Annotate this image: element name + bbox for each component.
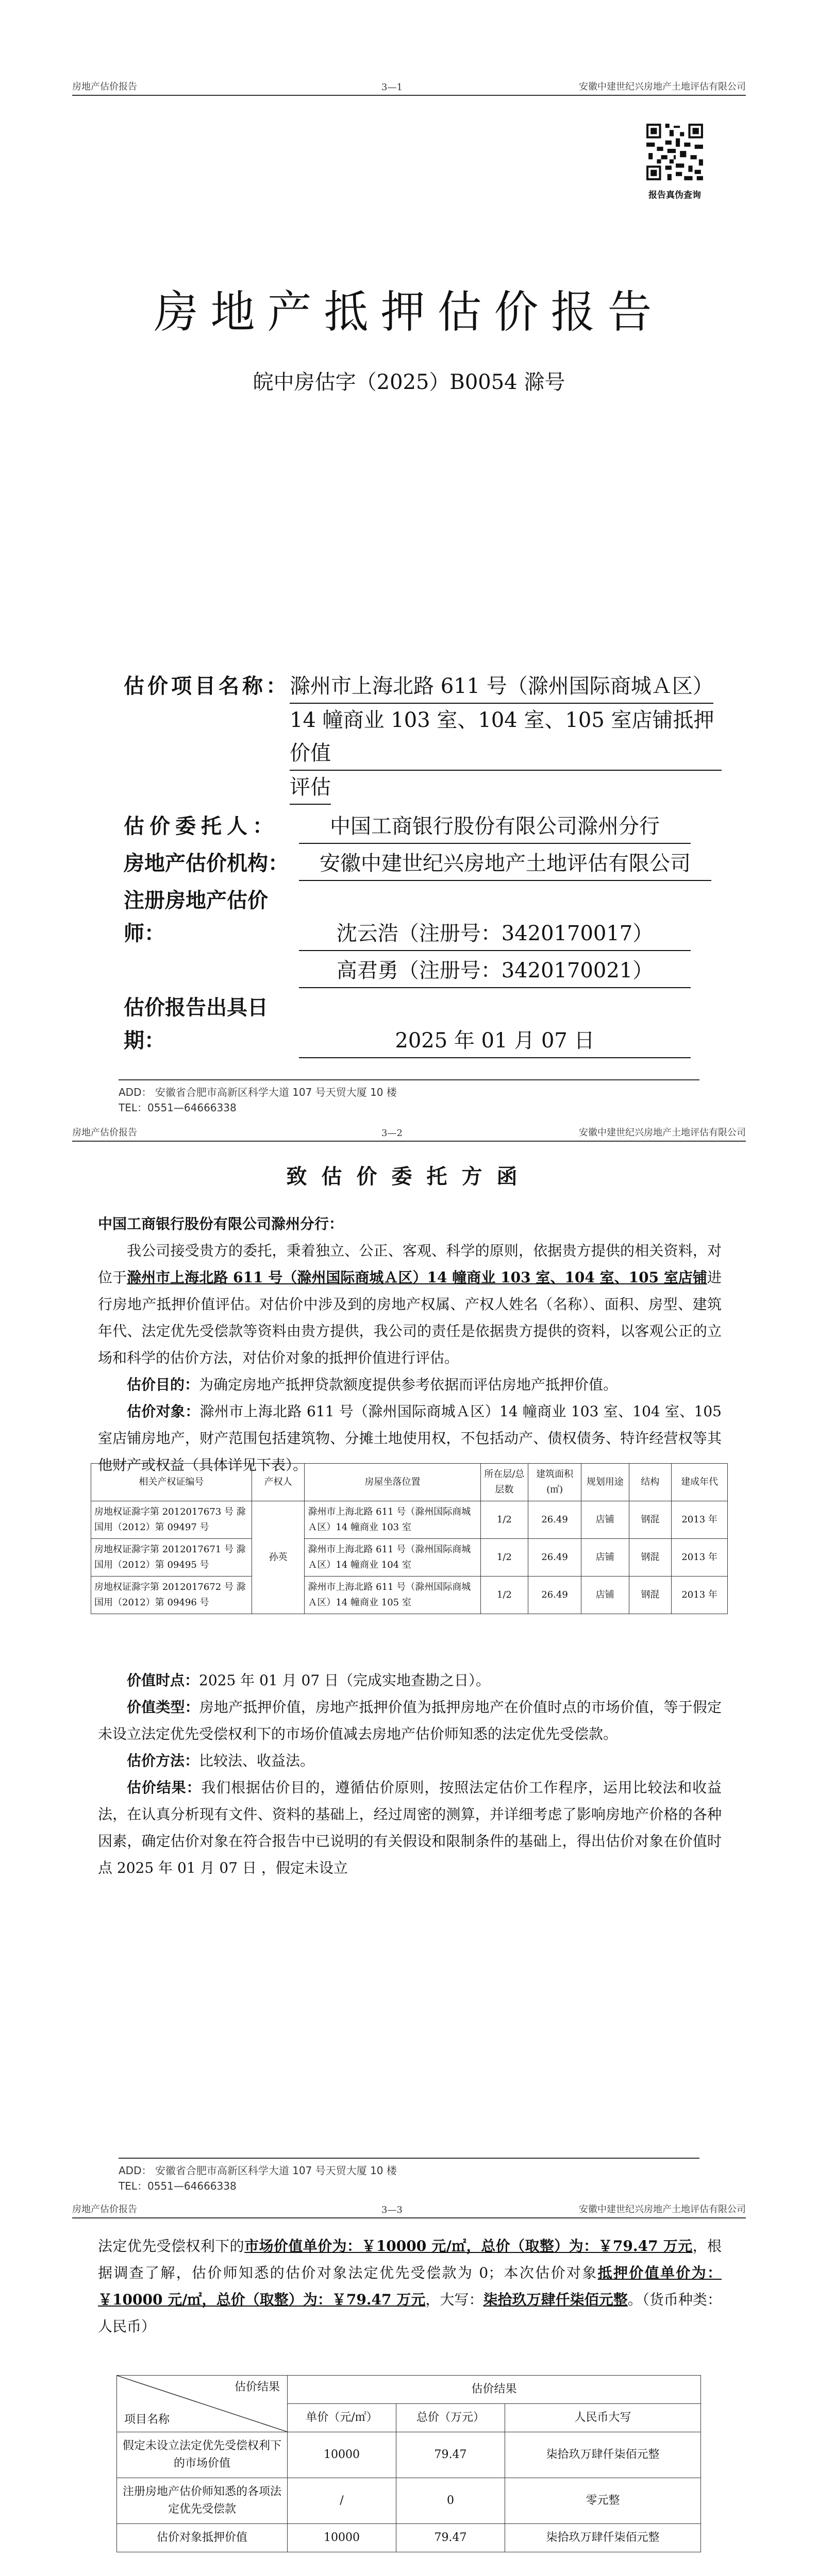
agency-row [124, 847, 722, 881]
client-label: 估价委托人： [124, 814, 278, 838]
agency-value: 安徽中建世纪兴房地产土地评估有限公司 [299, 847, 711, 881]
letter-body [98, 1211, 722, 1479]
report-date: 2025 年 01 月 07 日 [299, 1024, 691, 1058]
page-header-2 [72, 1123, 746, 1142]
valuer-row [124, 884, 722, 951]
valuation-object: 估价对象：滁州市上海北路 611 号（滁州国际商城Ａ区）14 幢商业 103 室、104 室、105 室店铺房地产，财产范围包括建筑物、分摊土地使用权，不包括动产、债权债务、特许经营权等其他财产或权益（具体详见下表）。 [98, 1403, 722, 1473]
table-row: 估价对象抵押价值 10000 79.47 柒拾玖万肆仟柒佰元整 [117, 2524, 701, 2552]
header-right: 安徽中建世纪兴房地产土地评估有限公司 [579, 81, 746, 92]
page-footer-2: ADD： 安徽省合肥市高新区科学大道 107 号天贸大厦 10 楼 TEL：0551—64666338 [119, 2158, 699, 2194]
project-label: 估价项目名称： [124, 674, 290, 698]
client-row [124, 810, 722, 844]
page-header [72, 77, 746, 96]
table-row: 房地权证滁字第 2012017671 号 滁国用（2012）第 09495 号 滁州市上海北路 611 号（滁州国际商城Ａ区）14 幢商业 104 室 1/2 26.49 店铺 钢混 2013 年 [91, 1539, 728, 1577]
footer-tel: TEL：0551—64666338 [119, 1101, 237, 1114]
corner-cell: 估价结果 项目名称 [117, 2376, 288, 2432]
table-row: 房地权证滁字第 2012017673 号 滁国用（2012）第 09497 号 孙英 滁州市上海北路 611 号（滁州国际商城Ａ区）14 幢商业 103 室 1/2 26.49 店铺 钢混 2013 年 [91, 1501, 728, 1539]
result-table: 估价结果 项目名称 估价结果 单价（元/㎡） 总价（万元） 人民币大写 假定未设立法定优先受偿权利下的市场价值 10000 79.47 柒拾玖万肆仟柒佰元整 注册房地产估价师知悉的各项法定优先受偿款 / 0 零元整 估价对象抵押价值 10000 79.47 柒拾玖万肆仟柒佰元整 [116, 2375, 701, 2552]
page-footer [119, 1079, 699, 1115]
client-value: 中国工商银行股份有限公司滁州分行 [299, 810, 691, 844]
project-name-line-1: 滁州市上海北路 611 号（滁州国际商城Ａ区） [290, 670, 713, 704]
owner-cell: 孙英 [252, 1501, 305, 1614]
page-header-3: 房地产估价报告 3—3 安徽中建世纪兴房地产土地评估有限公司 [72, 2200, 746, 2218]
valuer-2: 高君勇（注册号：3420170021） [299, 954, 691, 988]
header-right: 安徽中建世纪兴房地产土地评估有限公司 [579, 1127, 746, 1138]
addressee: 中国工商银行股份有限公司滁州分行： [98, 1215, 344, 1232]
page-cover [0, 0, 818, 705]
method: 估价方法：比较法、收益法。 [127, 1752, 315, 1769]
footer-address: ADD： 安徽省合肥市高新区科学大道 107 号天贸大厦 10 楼 [119, 1086, 397, 1098]
date-label: 估价报告出具日期： [124, 995, 268, 1053]
result-para-2: 法定优先受偿权利下的市场价值单价为：￥10000 元/㎡，总价（取整）为：￥79.47 万元，根据调查了解，估价师知悉的估价对象法定优先受偿款为 0；本次估价对象抵押价值单价为：￥10000 元/㎡，总价（取整）为：￥79.47 万元，大写：柒拾玖万肆仟柒佰元整。（货币种类：人民币） [98, 2238, 722, 2335]
letter-para-1: 我公司接受贵方的委托，秉着独立、公正、客观、科学的原则，依据贵方提供的相关资料，对位于滁州市上海北路 611 号（滁州国际商城Ａ区）14 幢商业 103 室、104 室、105 室店铺进行房地产抵押价值评估。对估价中涉及到的房地产权属、产权人姓名（名称）、面积、房型、建筑年代、法定优先受偿款等资料由贵方提供，我公司的责任是依据贵方提供的资料，以客观公正的立场和科学的估价方法，对估价对象的抵押价值进行评估。 [98, 1242, 722, 1366]
header-page-number: 3—1 [381, 82, 403, 93]
qr-code-icon[interactable] [644, 122, 705, 182]
letter-title: 致估价委托方函 [286, 1164, 532, 1189]
agency-label: 房地产估价机构： [124, 851, 289, 875]
header-left: 房地产估价报告 [72, 81, 137, 92]
project-row [124, 670, 722, 805]
report-title: 房地产抵押估价报告 [154, 286, 664, 338]
date-row [124, 991, 722, 1058]
valuer-1: 沈云浩（注册号：3420170017） [299, 917, 691, 951]
purpose: 估价目的：为确定房地产抵押贷款额度提供参考依据而评估房地产抵押价值。 [127, 1376, 618, 1393]
project-name-line-3: 评估 [290, 771, 331, 805]
document-number: 皖中房估字（2025）B0054 滁号 [253, 370, 565, 394]
table-row: 假定未设立法定优先受偿权利下的市场价值 10000 79.47 柒拾玖万肆仟柒佰元整 [117, 2432, 701, 2478]
table-row: 注册房地产估价师知悉的各项法定优先受偿款 / 0 零元整 [117, 2478, 701, 2524]
valuer-row-2 [124, 954, 722, 988]
header-page-number: 3—2 [381, 1128, 403, 1139]
value-type: 价值类型：房地产抵押价值，房地产抵押价值为抵押房地产在价值时点的市场价值，等于假定未设立法定优先受偿权利下的市场价值减去房地产估价师知悉的法定优先受偿款。 [98, 1699, 722, 1742]
table-row: 房地权证滁字第 2012017672 号 滁国用（2012）第 09496 号 滁州市上海北路 611 号（滁州国际商城Ａ区）14 幢商业 105 室 1/2 26.49 店铺 钢混 2013 年 [91, 1577, 728, 1614]
qr-caption: 报告真伪查询 [648, 190, 701, 200]
value-date: 价值时点：2025 年 01 月 07 日（完成实地查勘之日）。 [127, 1672, 491, 1689]
cover-info-block [124, 670, 722, 1058]
table-header-row: 相关产权证编号 产权人 房屋坐落位置 所在层/总层数 建筑面积(㎡) 规划用途 结构 建成年代 [91, 1464, 728, 1501]
property-table [91, 1463, 728, 1614]
header-left: 房地产估价报告 [72, 1127, 137, 1138]
result-para-1: 估价结果：我们根据估价目的，遵循估价原则，按照法定估价工作程序，运用比较法和收益法，在认真分析现有文件、资料的基础上，经过周密的测算，并详细考虑了影响房地产价格的各种因素，确定估价对象在符合报告中已说明的有关假设和限制条件的基础上，得出估价对象在价值时点 2025 年 01 月 07 日 ，假定未设立 [98, 1779, 722, 1876]
project-name-line-2: 14 幢商业 103 室、104 室、105 室店铺抵押价值 [290, 704, 722, 771]
letter-body-2 [98, 1667, 722, 1882]
valuer-label: 注册房地产估价师： [124, 888, 268, 945]
